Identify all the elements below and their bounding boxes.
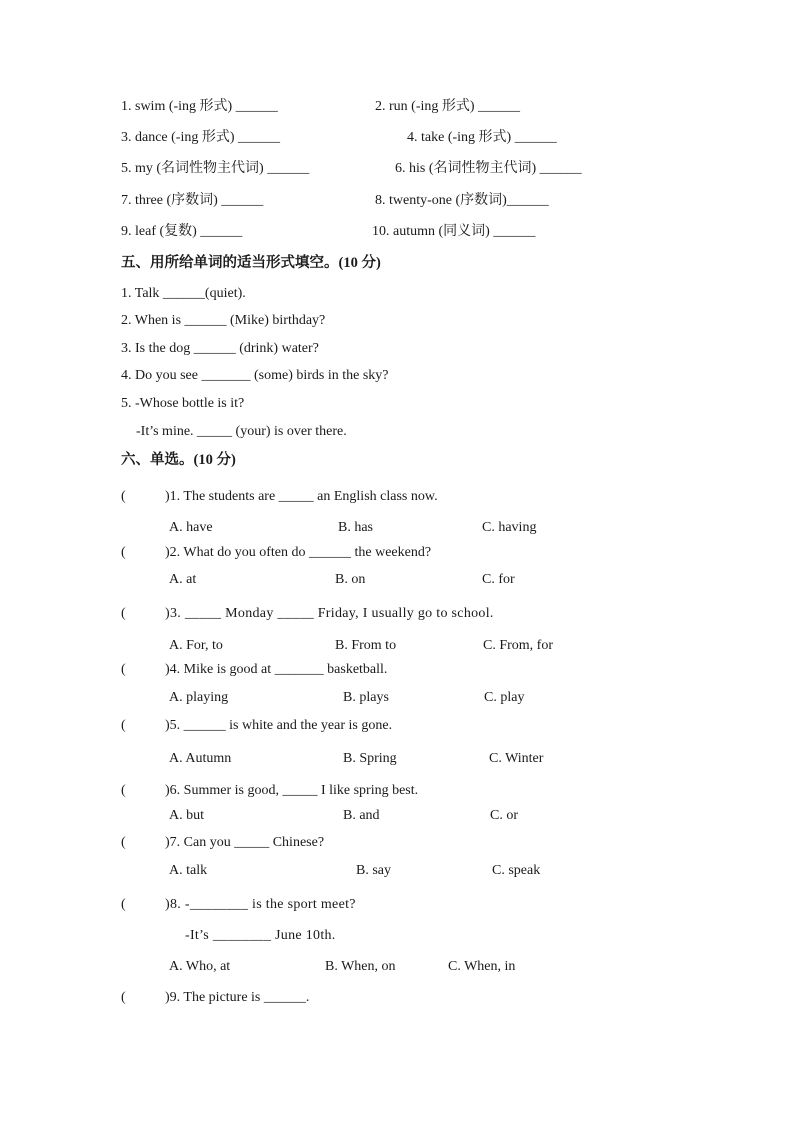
option-5b: B. Spring [343,751,397,766]
question-stem-1: )1. The students are _____ an English class now. [165,489,438,504]
form-item-7: 7. three (序数词) ______ [121,193,264,208]
option-4a: A. playing [169,690,229,705]
answer-paren: ( [121,489,126,504]
form-item-5: 5. my (名词性物主代词) ______ [121,161,310,176]
option-1a: A. have [169,520,213,535]
answer-paren: ( [121,990,126,1005]
option-8a: A. Who, at [169,959,231,974]
fill-item-3: 3. Is the dog ______ (drink) water? [121,341,319,356]
answer-paren: ( [121,835,126,850]
fill-item-1: 1. Talk ______(quiet). [121,286,246,301]
option-4c: C. play [484,690,525,705]
option-2c: C. for [482,572,515,587]
form-item-1: 1. swim (-ing 形式) ______ [121,99,278,114]
answer-paren: ( [121,897,126,912]
question-stem-3: )3. _____ Monday _____ Friday, I usually go to school. [165,606,494,621]
fill-item-5: 5. -Whose bottle is it? [121,396,245,411]
question-stem-5: )5. ______ is white and the year is gone. [165,718,393,733]
question-stem-9: )9. The picture is ______. [165,990,310,1005]
form-item-4: 4. take (-ing 形式) ______ [407,130,557,145]
question-8-reply: -It’s ________ June 10th. [185,928,336,943]
option-8c: C. When, in [448,959,516,974]
answer-paren: ( [121,662,126,677]
form-item-2: 2. run (-ing 形式) ______ [375,99,521,114]
option-2b: B. on [335,572,366,587]
section5-title: 五、用所给单词的适当形式填空。(10 分) [121,255,381,271]
answer-paren: ( [121,783,126,798]
option-3b: B. From to [335,638,397,653]
option-7b: B. say [356,863,391,878]
fill-item-2: 2. When is ______ (Mike) birthday? [121,313,326,328]
section6-title: 六、单选。(10 分) [121,452,236,468]
option-3c: C. From, for [483,638,553,653]
answer-paren: ( [121,718,126,733]
answer-paren: ( [121,545,126,560]
option-5c: C. Winter [489,751,544,766]
option-6c: C. or [490,808,518,823]
option-5a: A. Autumn [169,751,232,766]
question-stem-2: )2. What do you often do ______ the weekend? [165,545,432,560]
option-6b: B. and [343,808,380,823]
form-item-8: 8. twenty-one (序数词)______ [375,193,549,208]
option-3a: A. For, to [169,638,223,653]
fill-item-4: 4. Do you see _______ (some) birds in the sky? [121,368,389,383]
fill-item-5-answer: -It’s mine. _____ (your) is over there. [136,424,347,439]
question-stem-7: )7. Can you _____ Chinese? [165,835,325,850]
option-4b: B. plays [343,690,389,705]
form-item-6: 6. his (名词性物主代词) ______ [395,161,582,176]
form-item-3: 3. dance (-ing 形式) ______ [121,130,281,145]
option-2a: A. at [169,572,197,587]
option-6a: A. but [169,808,204,823]
question-stem-6: )6. Summer is good, _____ I like spring best. [165,783,419,798]
question-stem-8: )8. -________ is the sport meet? [165,897,356,912]
answer-paren: ( [121,606,126,621]
question-stem-4: )4. Mike is good at _______ basketball. [165,662,388,677]
form-item-9: 9. leaf (复数) ______ [121,224,243,239]
option-1b: B. has [338,520,373,535]
option-8b: B. When, on [325,959,396,974]
option-7c: C. speak [492,863,541,878]
form-item-10: 10. autumn (同义词) ______ [372,224,536,239]
option-1c: C. having [482,520,537,535]
option-7a: A. talk [169,863,208,878]
